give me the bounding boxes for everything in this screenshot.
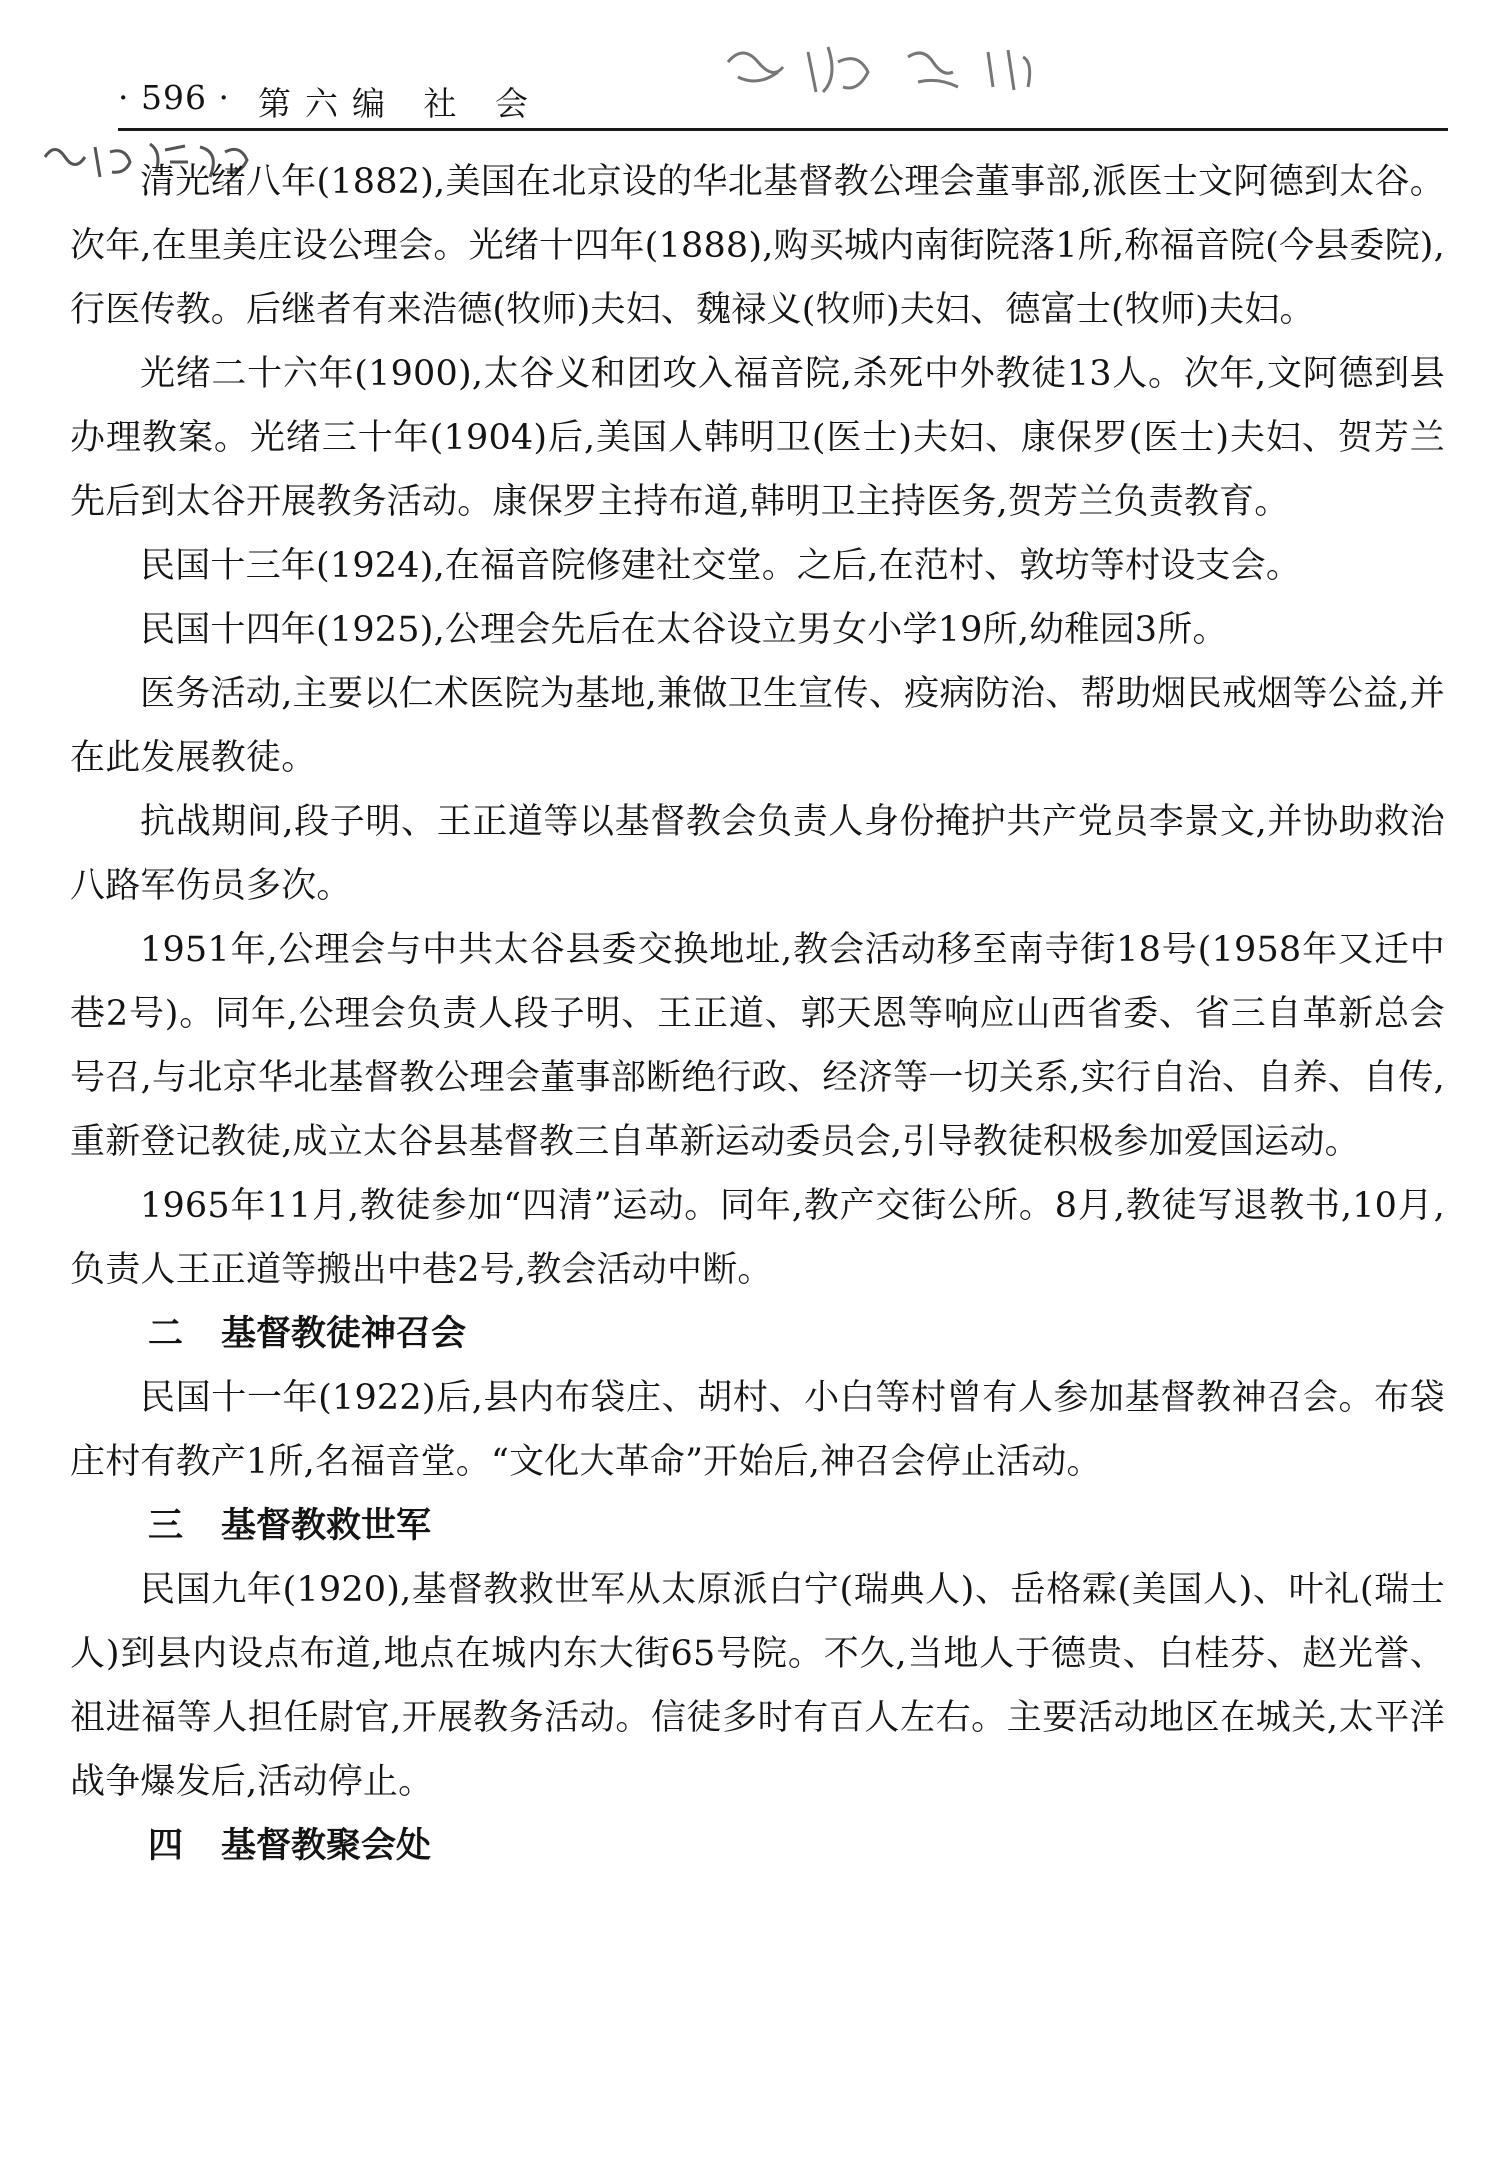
paragraph: 1965年11月,教徒参加“四清”运动。同年,教产交街公所。8月,教徒写退教书,10月,负责人王正道等搬出中巷2号,教会活动中断。 xyxy=(70,1186,1445,1290)
paragraph: 民国十一年(1922)后,县内布袋庄、胡村、小白等村曾有人参加基督教神召会。布袋庄村有教产1所,名福音堂。“文化大革命”开始后,神召会停止活动。 xyxy=(70,1378,1445,1482)
paragraph: 民国九年(1920),基督教救世军从太原派白宁(瑞典人)、岳格霖(美国人)、叶礼(瑞士人)到县内设点布道,地点在城内东大街65号院。不久,当地人于德贵、白桂芬、赵光誉、祖进福等人担任尉官,开展教务活动。信徒多时有百人左右。主要活动地区在城关,太平洋战争爆发后,活动停止。 xyxy=(70,1570,1445,1802)
section-number: 二 xyxy=(148,1314,184,1354)
page-body xyxy=(70,150,1445,1878)
section-title: 基督教徒神召会 xyxy=(221,1314,467,1354)
paragraph: 1951年,公理会与中共太谷县委交换地址,教会活动移至南寺街18号(1958年又迁中巷2号)。同年,公理会负责人段子明、王正道、郭天恩等响应山西省委、省三自革新总会号召,与北京华北基督教公理会董事部断绝行政、经济等一切关系,实行自治、自养、自传,重新登记教徒,成立太谷县基督教三自革新运动委员会,引导教徒积极参加爱国运动。 xyxy=(70,930,1445,1162)
paragraph: 抗战期间,段子明、王正道等以基督教会负责人身份掩护共产党员李景文,并协助救治八路军伤员多次。 xyxy=(70,802,1445,906)
section-heading xyxy=(70,1302,1445,1366)
paragraph: 民国十四年(1925),公理会先后在太谷设立男女小学19所,幼稚园3所。 xyxy=(140,610,1228,650)
paragraph: 医务活动,主要以仁术医院为基地,兼做卫生宣传、疫病防治、帮助烟民戒烟等公益,并在此发展教徒。 xyxy=(70,674,1445,778)
section-heading xyxy=(70,1814,1445,1878)
section-label: 第六编 社 会 xyxy=(258,84,542,123)
paragraph: 清光绪八年(1882),美国在北京设的华北基督教公理会董事部,派医士文阿德到太谷。次年,在里美庄设公理会。光绪十四年(1888),购买城内南街院落1所,称福音院(今县委院),行医传教。后继者有来浩德(牧师)夫妇、魏禄义(牧师)夫妇、德富士(牧师)夫妇。 xyxy=(70,162,1445,330)
section-heading xyxy=(70,1494,1445,1558)
page-header xyxy=(118,72,1448,132)
section-number: 三 xyxy=(148,1506,184,1546)
section-title: 基督教聚会处 xyxy=(221,1826,432,1866)
handwritten-annotation xyxy=(718,32,1098,102)
paragraph: 光绪二十六年(1900),太谷义和团攻入福音院,杀死中外教徒13人。次年,文阿德到县办理教案。光绪三十年(1904)后,美国人韩明卫(医士)夫妇、康保罗(医士)夫妇、贺芳兰先后到太谷开展教务活动。康保罗主持布道,韩明卫主持医务,贺芳兰负责教育。 xyxy=(70,354,1445,522)
page-number: · 596 · xyxy=(118,78,230,117)
section-number: 四 xyxy=(148,1826,184,1866)
paragraph: 民国十三年(1924),在福音院修建社交堂。之后,在范村、敦坊等村设支会。 xyxy=(140,546,1302,586)
header-rule xyxy=(118,128,1448,131)
section-title: 基督教救世军 xyxy=(221,1506,432,1546)
